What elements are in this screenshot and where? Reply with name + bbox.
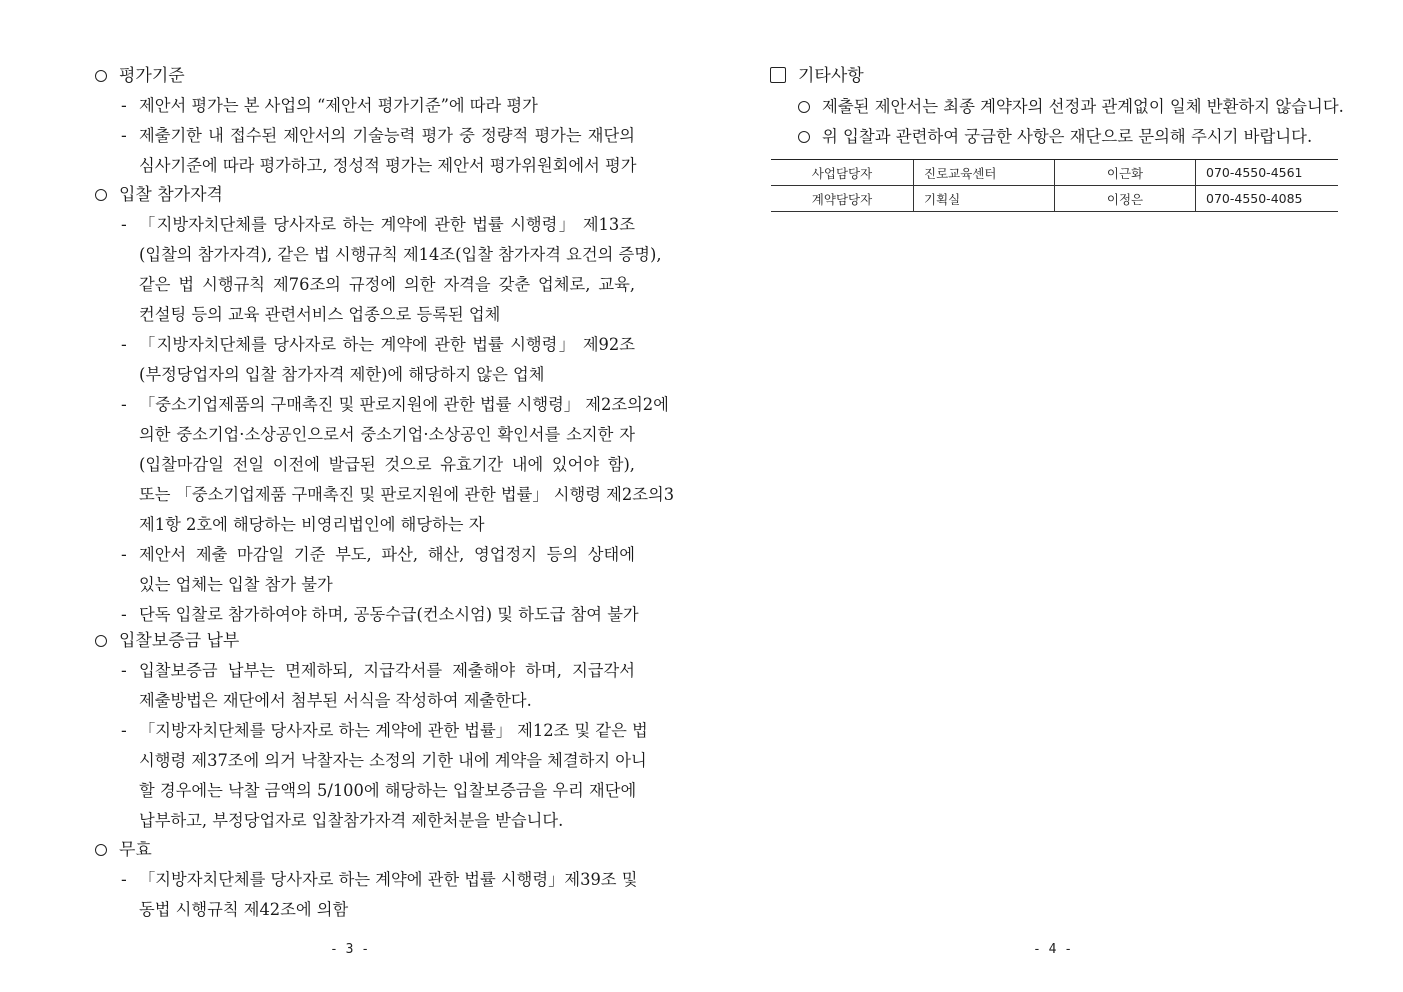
section-heading: 입찰보증금 납부 (119, 631, 240, 651)
section-bid-bond (95, 626, 648, 836)
item-line: 같은 법 시행규칙 제76조의 규정에 의한 자격을 갖춘 업체로, 교육, (139, 275, 635, 294)
item-line: 입찰보증금 납부는 면제하되, 지급각서를 제출해야 하며, 지급각서 (139, 661, 635, 680)
table-row (771, 186, 1338, 212)
section-title: 기타사항 (798, 66, 864, 86)
item-line: 심사기준에 따라 평가하고, 정성적 평가는 제안서 평가위원회에서 평가 (139, 156, 637, 175)
item-line: 제안서 평가는 본 사업의 “제안서 평가기준”에 따라 평가 (139, 96, 538, 115)
item-line: 컨설팅 등의 교육 관련서비스 업종으로 등록된 업체 (139, 305, 501, 324)
list-item (95, 210, 662, 330)
list-item (95, 330, 635, 390)
item-line: 동법 시행규칙 제42조에 의함 (139, 900, 349, 919)
dash-bullet-icon: - (121, 721, 127, 741)
notice-text: 위 입찰과 관련하여 궁금한 사항은 재단으로 문의해 주시기 바랍니다. (822, 127, 1313, 146)
section-evaluation (95, 61, 635, 181)
dash-bullet-icon: - (121, 126, 127, 146)
section-invalid (95, 835, 638, 925)
circle-bullet-icon (95, 70, 107, 82)
contacts-table (771, 159, 1338, 212)
dash-bullet-icon: - (121, 215, 127, 235)
item-line: 「중소기업제품의 구매촉진 및 판로지원에 관한 법률 시행령」 제2조의2에 (139, 395, 669, 414)
contact-name: 이근화 (1055, 160, 1196, 186)
contact-dept: 기획실 (914, 186, 1055, 212)
item-line: 의한 중소기업·소상공인으로서 중소기업·소상공인 확인서를 소지한 자 (139, 425, 635, 444)
item-line: 납부하고, 부정당업자로 입찰참가자격 제한처분을 받습니다. (139, 811, 564, 830)
item-line: 제1항 2호에 해당하는 비영리법인에 해당하는 자 (139, 515, 485, 534)
notice-item (798, 122, 1312, 152)
item-line: (부정당업자의 입찰 참가자격 제한)에 해당하지 않은 업체 (139, 365, 545, 384)
circle-bullet-icon (95, 635, 107, 647)
circle-bullet-icon (95, 844, 107, 856)
dash-bullet-icon: - (121, 870, 127, 890)
notice-text: 제출된 제안서는 최종 계약자의 선정과 관계없이 일체 반환하지 않습니다. (822, 97, 1344, 116)
section-heading (770, 61, 864, 91)
contact-name: 이정은 (1055, 186, 1196, 212)
section-heading: 입찰 참가자격 (119, 185, 223, 205)
item-line: 제안서 제출 마감일 기준 부도, 파산, 해산, 영업정지 등의 상태에 (139, 545, 635, 564)
notice-item (798, 92, 1344, 122)
square-bullet-icon (770, 67, 786, 83)
right-page (700, 0, 1403, 992)
item-line: 할 경우에는 낙찰 금액의 5/100에 해당하는 입찰보증금을 우리 재단에 (139, 781, 637, 800)
contact-role: 계약담당자 (771, 186, 914, 212)
list-item (95, 716, 648, 836)
item-line: 제출방법은 재단에서 첨부된 서식을 작성하여 제출한다. (139, 691, 532, 710)
table-row (771, 160, 1338, 186)
dash-bullet-icon: - (121, 335, 127, 355)
circle-bullet-icon (798, 131, 810, 143)
item-line: 「지방자치단체를 당사자로 하는 계약에 관한 법률 시행령」 제92조 (139, 335, 635, 354)
page-number: - 3 - (330, 942, 370, 957)
item-line: 또는 「중소기업제품 구매촉진 및 판로지원에 관한 법률」 시행령 제2조의3 (139, 485, 675, 504)
list-item (95, 91, 635, 121)
dash-bullet-icon: - (121, 661, 127, 681)
contact-phone: 070-4550-4085 (1196, 186, 1339, 212)
item-line: 제출기한 내 접수된 제안서의 기술능력 평가 중 정량적 평가는 재단의 (139, 126, 635, 145)
circle-bullet-icon (95, 189, 107, 201)
circle-bullet-icon (798, 101, 810, 113)
list-item (95, 540, 635, 600)
item-line: 「지방자치단체를 당사자로 하는 계약에 관한 법률 시행령」 제13조 (139, 215, 635, 234)
dash-bullet-icon: - (121, 96, 127, 116)
item-line: 「지방자치단체를 당사자로 하는 계약에 관한 법률 시행령」제39조 및 (139, 870, 638, 889)
item-line: (입찰마감일 전일 이전에 발급된 것으로 유효기간 내에 있어야 함), (139, 455, 635, 474)
item-line: (입찰의 참가자격), 같은 법 시행규칙 제14조(입찰 참가자격 요건의 증명), (139, 245, 662, 264)
contact-role: 사업담당자 (771, 160, 914, 186)
dash-bullet-icon: - (121, 605, 127, 625)
left-page (0, 0, 700, 992)
item-line: 시행령 제37조에 의거 낙찰자는 소정의 기한 내에 계약을 체결하지 아니 (139, 751, 647, 770)
list-item (95, 121, 635, 181)
list-item (95, 390, 675, 540)
item-line: 「지방자치단체를 당사자로 하는 계약에 관한 법률」 제12조 및 같은 법 (139, 721, 648, 740)
dash-bullet-icon: - (121, 545, 127, 565)
item-line: 단독 입찰로 참가하여야 하며, 공동수급(컨소시엄) 및 하도급 참여 불가 (139, 605, 639, 624)
list-item (95, 865, 638, 925)
list-item (95, 656, 635, 716)
section-eligibility (95, 180, 675, 630)
item-line: 있는 업체는 입찰 참가 불가 (139, 575, 333, 594)
section-heading: 평가기준 (119, 66, 185, 86)
section-heading: 무효 (119, 840, 152, 860)
dash-bullet-icon: - (121, 395, 127, 415)
contact-dept: 진로교육센터 (914, 160, 1055, 186)
contact-phone: 070-4550-4561 (1196, 160, 1339, 186)
page-number: - 4 - (1033, 942, 1073, 957)
